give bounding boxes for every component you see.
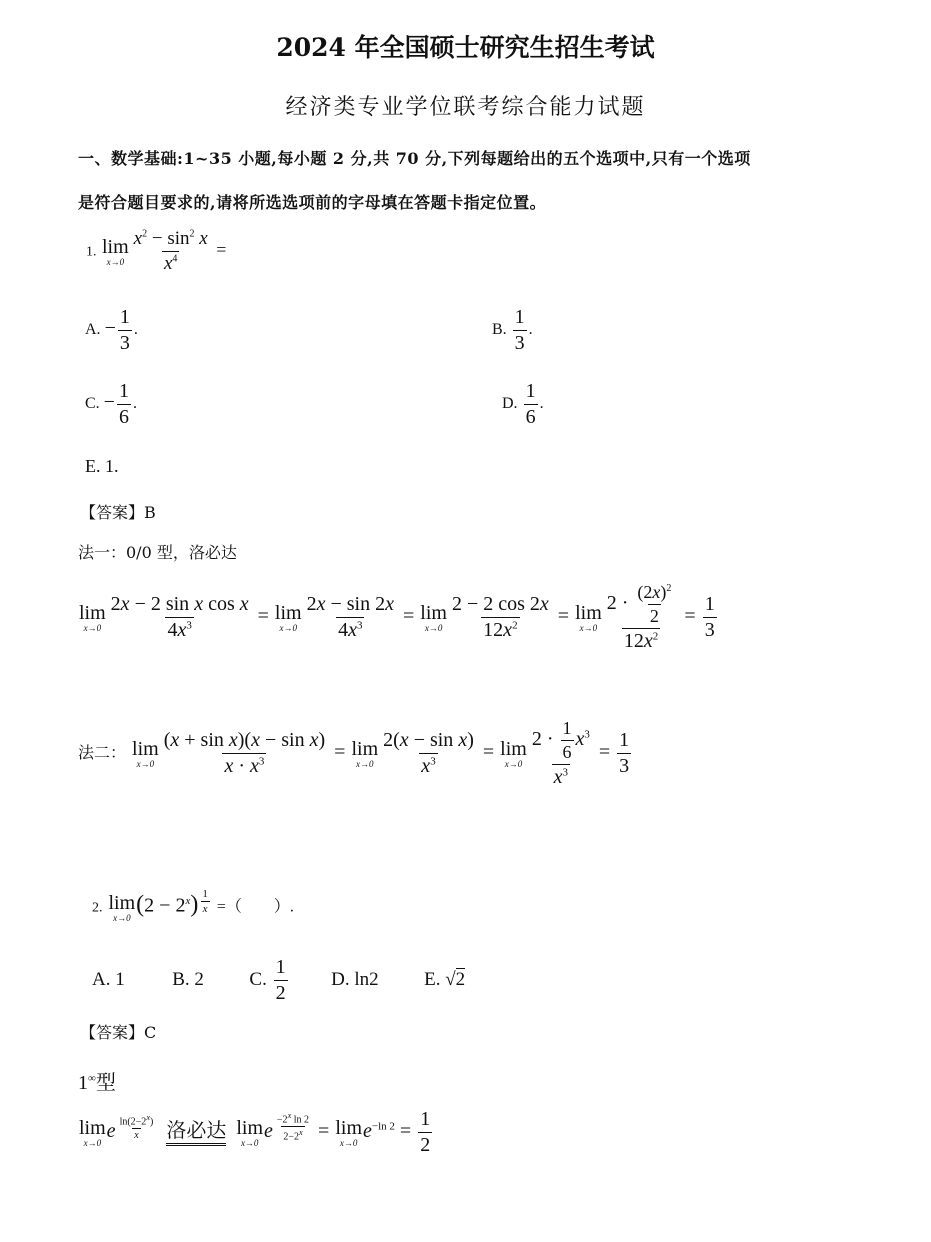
option-b-label: B. (492, 321, 507, 339)
q1-answer: 【答案】B (80, 503, 156, 522)
q2-option-e-label: E. (424, 968, 441, 990)
q2-option-a: A. 1 (92, 968, 125, 990)
q2-option-b: B. 2 (172, 968, 204, 990)
exam-subtitle: 经济类专业学位联考综合能力试题 (285, 95, 646, 120)
type-sup: ∞ (88, 1072, 96, 1085)
q1-option-d: D. $\frac{1}{6}$ . (502, 380, 544, 428)
q1-expression: 1. lim x→0 $\frac{x^2 - \sin^2 x}{x^4}$ = (86, 228, 227, 274)
exam-title: 2024 年全国硕士研究生招生考试 (276, 33, 655, 62)
q2-option-d-value: ln2 (354, 968, 379, 990)
q2-expression: 2. lim x→0 $(2 - 2^x)$ $^{\frac{1}{x}}$ =（ ）. (92, 888, 294, 923)
type-suffix: 型 (95, 1070, 116, 1094)
q1-method1-equation: lim x→0 $\frac{\text{2x − 2 sin x cos x}}{4x^3}$ = lim x→0 $\frac{2x - \sin 2x}{4x^3}$ = lim x→0 $\frac{2 - 2 \cos 2x}{12x^2}$ = lim x→0 2 · $\frac{(2x)^2}{2}$ $12x^2$ = $\frac{1}{3}$ (79, 582, 715, 652)
type-base: 1 (78, 1072, 88, 1094)
q1-option-b: B. $\frac{1}{3}$ . (492, 306, 533, 354)
section-instruction-line1: 一、数学基础:1~35 小题,每小题 2 分,共 70 分,下列每题给出的五个选项中,只有一个选项 (78, 149, 751, 168)
option-c-label: C. (85, 395, 100, 413)
q2-answer: 【答案】C (80, 1023, 157, 1042)
q1-option-a: A. − $\frac{1}{3}$ . (85, 306, 138, 354)
q2-option-d-label: D. (331, 968, 350, 990)
q1-option-e: E. 1. (85, 456, 119, 476)
q2-option-e: E. √2 (424, 968, 466, 990)
q2-option-d (331, 969, 379, 990)
q1-option-c: C. − $\frac{1}{6}$ . (85, 380, 137, 428)
q1-number: 1. (86, 244, 97, 260)
option-d-label: D. (502, 395, 518, 413)
q2-number: 2. (92, 900, 103, 916)
section-instruction-line2: 是符合题目要求的,请将所选选项前的字母填在答题卡指定位置。 (78, 193, 547, 212)
q2-options (92, 956, 465, 1005)
q2-solution-equation: lim x→0 e $^{\frac{\ln(2-2^x)}{x}}$ 洛必达 lim x→0 e $^{\frac{-2^x \ln 2}{2-2^x}}$ = lim x→0 $e^{-ln 2}$ = $\frac{1}{2}$ (79, 1108, 431, 1156)
q1-method2-equation: 法二： lim x→0 $\frac{\text{(x + sin x)(x − sin x)}}{x \cdot x^3}$ = lim x→0 $\frac{\text{2(x − sin x)}}{x^3}$ = lim x→0 2 · $\frac{1}{6}$ $x^3$ $x^3$ = $\frac{1}{3}$ (78, 718, 630, 788)
q2-option-c: C. $\frac{1}{2}$ (249, 956, 286, 1004)
q2-option-c-label: C. (249, 968, 267, 990)
option-a-label: A. (85, 321, 101, 339)
q2-blank: =（ ）. (216, 898, 294, 916)
q2-type-label (78, 1066, 116, 1095)
lhopital-label: 洛必达 (166, 1114, 226, 1146)
method2-label: 法二： (78, 743, 127, 763)
q1-method1-label: 法一：0/0 型，洛必达 (78, 543, 237, 562)
